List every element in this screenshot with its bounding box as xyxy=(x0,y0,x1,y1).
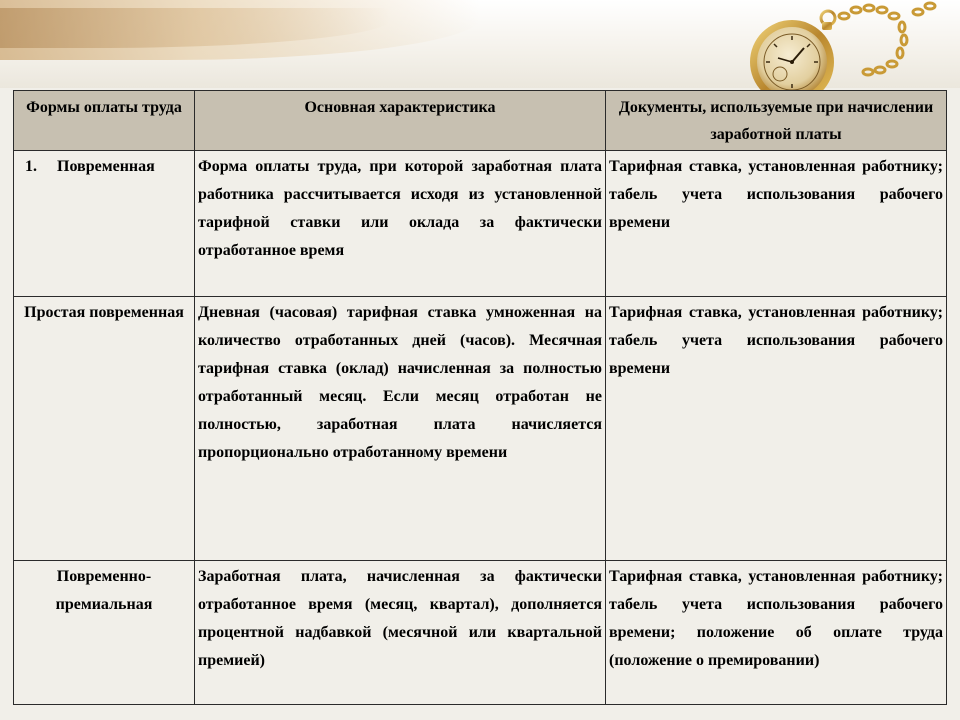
table-row xyxy=(14,151,947,297)
documents-cell: Тарифная ставка, установленная работнику; табель учета использования рабочего времени; положение об оплате труда (положение о премировании) xyxy=(606,561,947,705)
header-forms: Формы оплаты труда xyxy=(14,91,195,151)
header-characteristic: Основная характеристика xyxy=(195,91,606,151)
wage-forms-table xyxy=(13,90,947,705)
characteristic-cell: Заработная плата, начисленная за фактически отработанное время (месяц, квартал), дополняется процентной надбавкой (месячной или квартальной премией) xyxy=(195,561,606,705)
pocket-watch-image xyxy=(732,0,960,92)
table-row xyxy=(14,561,947,705)
form-cell: Простая повременная xyxy=(14,297,195,561)
documents-cell: Тарифная ставка, установленная работнику; табель учета использования рабочего времени xyxy=(606,151,947,297)
form-cell xyxy=(14,151,195,297)
documents-cell: Тарифная ставка, установленная работнику; табель учета использования рабочего времени xyxy=(606,297,947,561)
row-number: 1. xyxy=(25,158,37,175)
form-name: Повременная xyxy=(57,158,155,175)
table-header-row xyxy=(14,91,947,151)
table-row xyxy=(14,297,947,561)
form-cell: Повременно-премиальная xyxy=(14,561,195,705)
characteristic-cell: Форма оплаты труда, при которой заработная плата работника рассчитывается исходя из установленной тарифной ставки или оклада за фактически отработанное время xyxy=(195,151,606,297)
characteristic-cell: Дневная (часовая) тарифная ставка умноженная на количество отработанных дней (часов). Месячная тарифная ставка (оклад) начисленная за полностью отработанный месяц. Если месяц отработан не полностью, заработная плата начисляется пропорционально отработанному времени xyxy=(195,297,606,561)
header-documents: Документы, используемые при начислении заработной платы xyxy=(606,91,947,151)
